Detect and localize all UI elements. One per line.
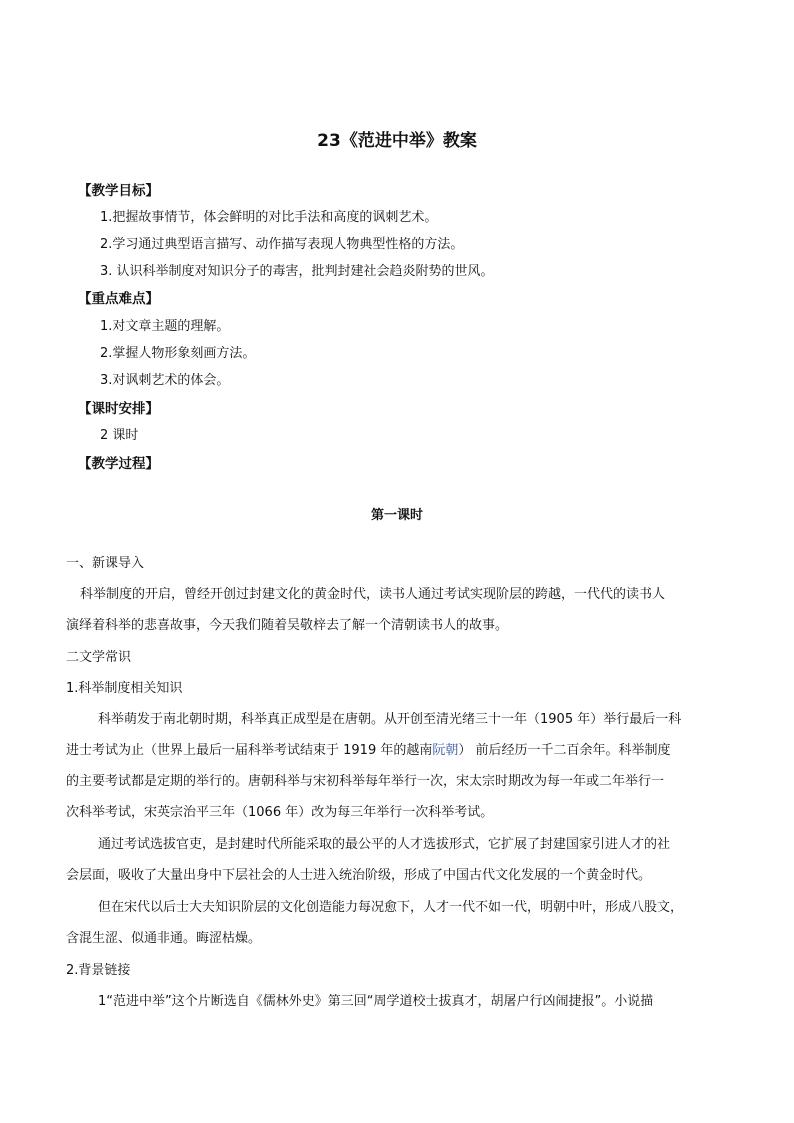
background-para-line-1: 1“范进中举”这个片断选自《儒林外史》第三回“周学道校士拔真才，胡屠户行凶闹捷报”。小说描 (98, 994, 654, 1009)
goals-heading: 【教学目标】 (78, 183, 159, 199)
goal-item-2: 2.学习通过典型语言描写、动作描写表现人物典型性格的方法。 (100, 237, 464, 252)
keju-para-line-1: 科举萌发于南北朝时期，科举真正成型是在唐朝。从开创至清光绪三十一年（1905 年）举行最后一科 (98, 712, 682, 727)
keju-para-line-4: 次科举考试，宋英宗治平三年（1066 年）改为每三年举行一次科举考试。 (66, 805, 494, 820)
nguyen-dynasty-link[interactable]: 阮朝 (432, 743, 459, 758)
goal-item-3: 3. 认识科举制度对知识分子的毒害，批判封建社会趋炎附势的世风。 (100, 264, 494, 279)
keypoints-heading: 【重点难点】 (78, 291, 159, 307)
lesson-heading: 第一课时 (370, 508, 423, 523)
exam-para-line-1: 通过考试选拔官吏，是封建时代所能采取的最公平的人才选拔形式，它扩展了封建国家引进人才的社 (98, 837, 671, 852)
background-subheading: 2.背景链接 (66, 963, 131, 978)
document-title: 23《范进中举》教案 (317, 131, 477, 151)
schedule-heading: 【课时安排】 (78, 401, 159, 417)
decline-para-line-1: 但在宋代以后士大夫知识阶层的文化创造能力每况愈下，人才一代不如一代，明朝中叶，形成八股文， (98, 900, 684, 915)
goal-item-1: 1.把握故事情节，体会鲜明的对比手法和高度的讽刺艺术。 (100, 210, 438, 225)
intro-line-2: 演绎着科举的悲喜故事，今天我们随着吴敬梓去了解一个清朝读书人的故事。 (66, 618, 509, 633)
keju-para-line-2-text-a: 进士考试为止（世界上最后一届科举考试结束于 1919 年的越南 (66, 743, 433, 758)
intro-line-1: 科举制度的开启，曾经开创过封建文化的黄金时代，读书人通过考试实现阶层的跨越，一代代的读书人 (80, 587, 666, 602)
literature-heading: 二文学常识 (66, 650, 132, 665)
keypoint-item-1: 1.对文章主题的理解。 (100, 319, 230, 334)
keju-para-line-3: 的主要考试都是定期的举行的。唐朝科举与宋初科举每年举行一次，宋太宗时期改为每一年或二年举行一 (66, 774, 665, 789)
keju-para-line-2-text-b: ） 前后经历一千二百余年。科举制度 (458, 743, 671, 758)
keypoint-item-2: 2.掌握人物形象刻画方法。 (100, 346, 256, 361)
process-heading: 【教学过程】 (78, 456, 159, 472)
intro-heading: 一、新课导入 (66, 556, 145, 571)
keju-subheading: 1.科举制度相关知识 (66, 681, 183, 696)
exam-para-line-2: 会层面，吸收了大量出身中下层社会的人士进入统治阶级，形成了中国古代文化发展的一个黄金时代。 (66, 868, 652, 883)
decline-para-line-2: 含混生涩、似通非通。晦涩枯燥。 (66, 931, 262, 946)
keypoint-item-3: 3.对讽刺艺术的体会。 (100, 373, 230, 388)
schedule-value: 2 课时 (100, 428, 139, 443)
keju-para-line-2 (66, 742, 671, 760)
